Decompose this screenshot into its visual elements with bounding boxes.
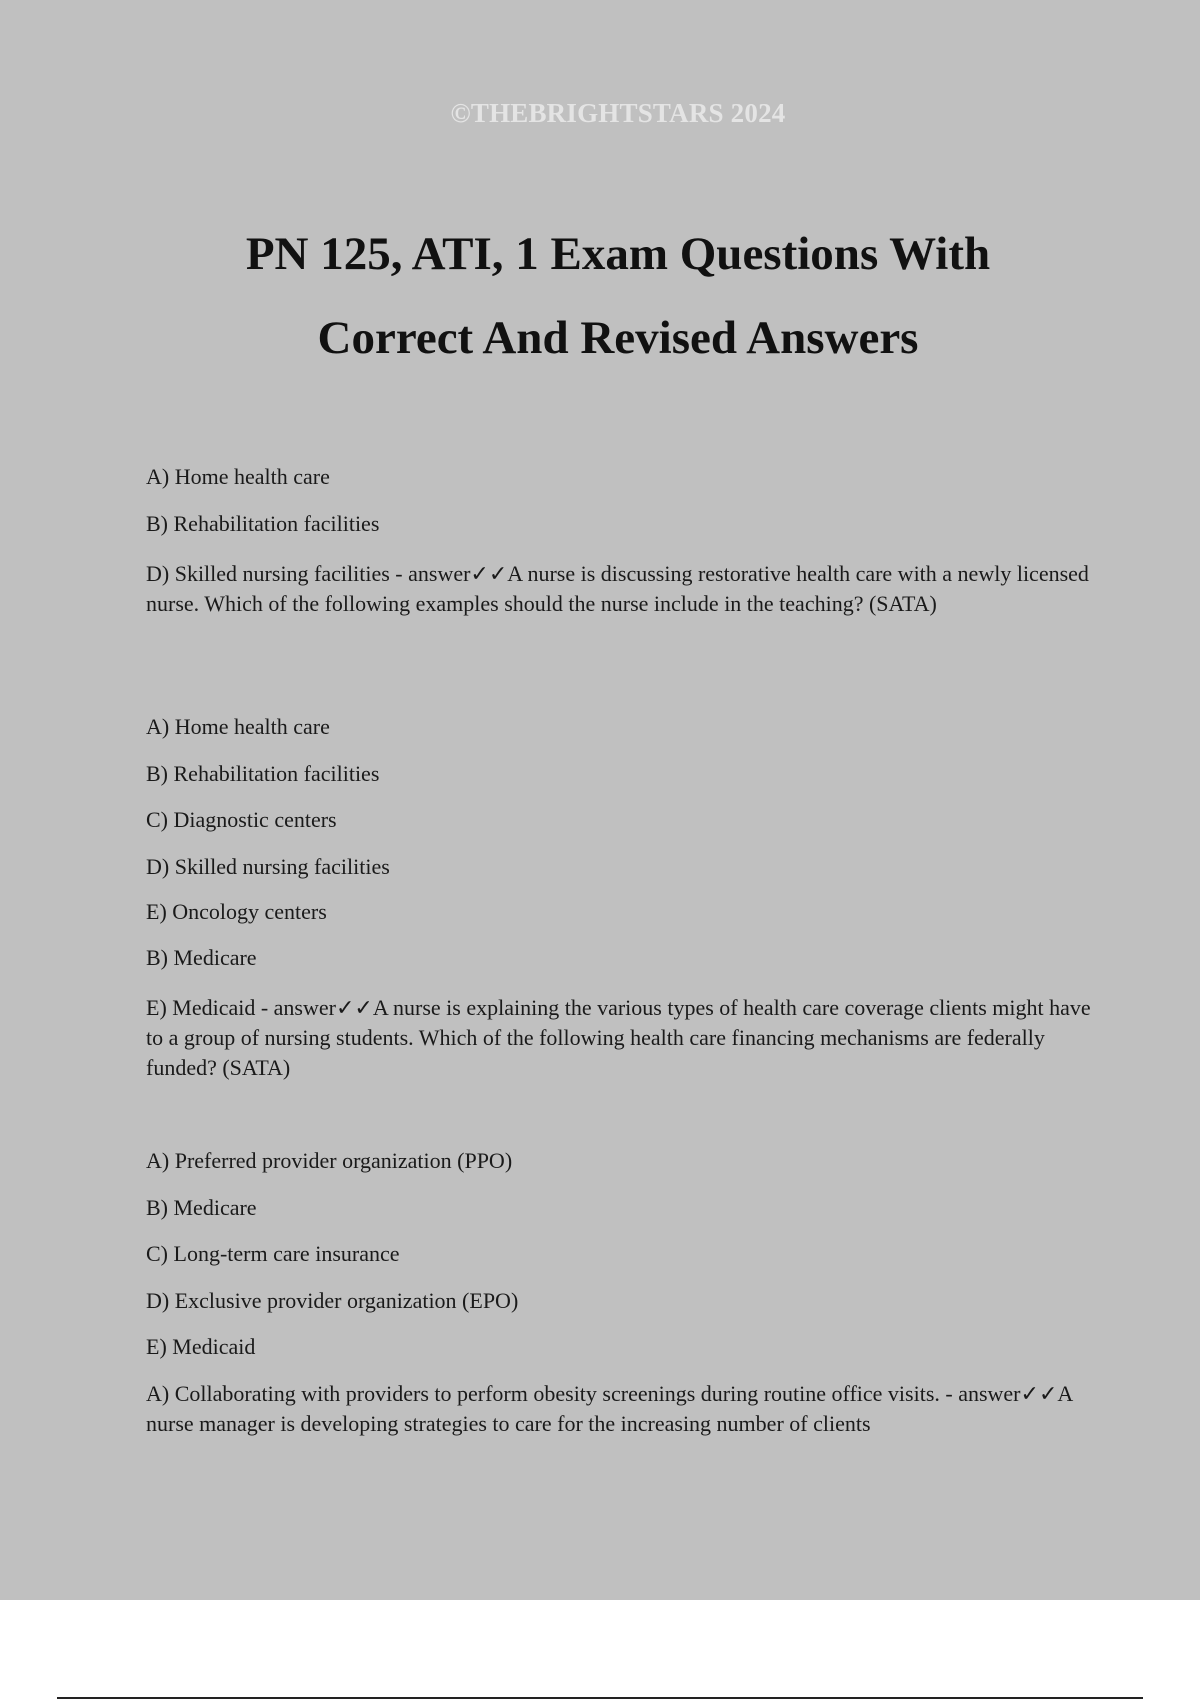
answer-option: E) Medicaid (146, 1334, 256, 1359)
answer-option: D) Exclusive provider organization (EPO) (146, 1288, 519, 1313)
document-title (0, 212, 1200, 380)
answer-option: B) Medicare (146, 1195, 257, 1220)
answer-option: B) Medicare (146, 945, 257, 970)
answer-option: A) Home health care (146, 464, 330, 489)
answer-option: B) Rehabilitation facilities (146, 511, 380, 536)
footer-rule (57, 1697, 1143, 1699)
title-line-1: PN 125, ATI, 1 Exam Questions With (245, 228, 991, 280)
answer-option: C) Diagnostic centers (146, 807, 337, 832)
question-paragraph: A) Collaborating with providers to perform obesity screenings during routine office visits. - answer✓✓A nurse manager is developing strategies to care for the increasing number of clients (146, 1381, 1073, 1436)
question-paragraph: E) Medicaid - answer✓✓A nurse is explaining the various types of health care coverage clients might have to a group of nursing students. Which of the following health care financing mechanisms are federally funded? (SATA) (146, 995, 1091, 1080)
answer-option: D) Skilled nursing facilities (146, 854, 390, 879)
watermark: ©THEBRIGHTSTARS 2024 (450, 98, 786, 128)
question-paragraph: D) Skilled nursing facilities - answer✓✓A nurse is discussing restorative health care with a newly licensed nurse. Which of the following examples should the nurse include in the teaching? (SATA) (146, 561, 1089, 616)
title-line-2: Correct And Revised Answers (317, 312, 919, 364)
answer-option: B) Rehabilitation facilities (146, 761, 380, 786)
answer-option: A) Home health care (146, 714, 330, 739)
answer-option: E) Oncology centers (146, 899, 327, 924)
answer-option: A) Preferred provider organization (PPO) (146, 1148, 513, 1173)
answer-option: C) Long-term care insurance (146, 1241, 400, 1266)
